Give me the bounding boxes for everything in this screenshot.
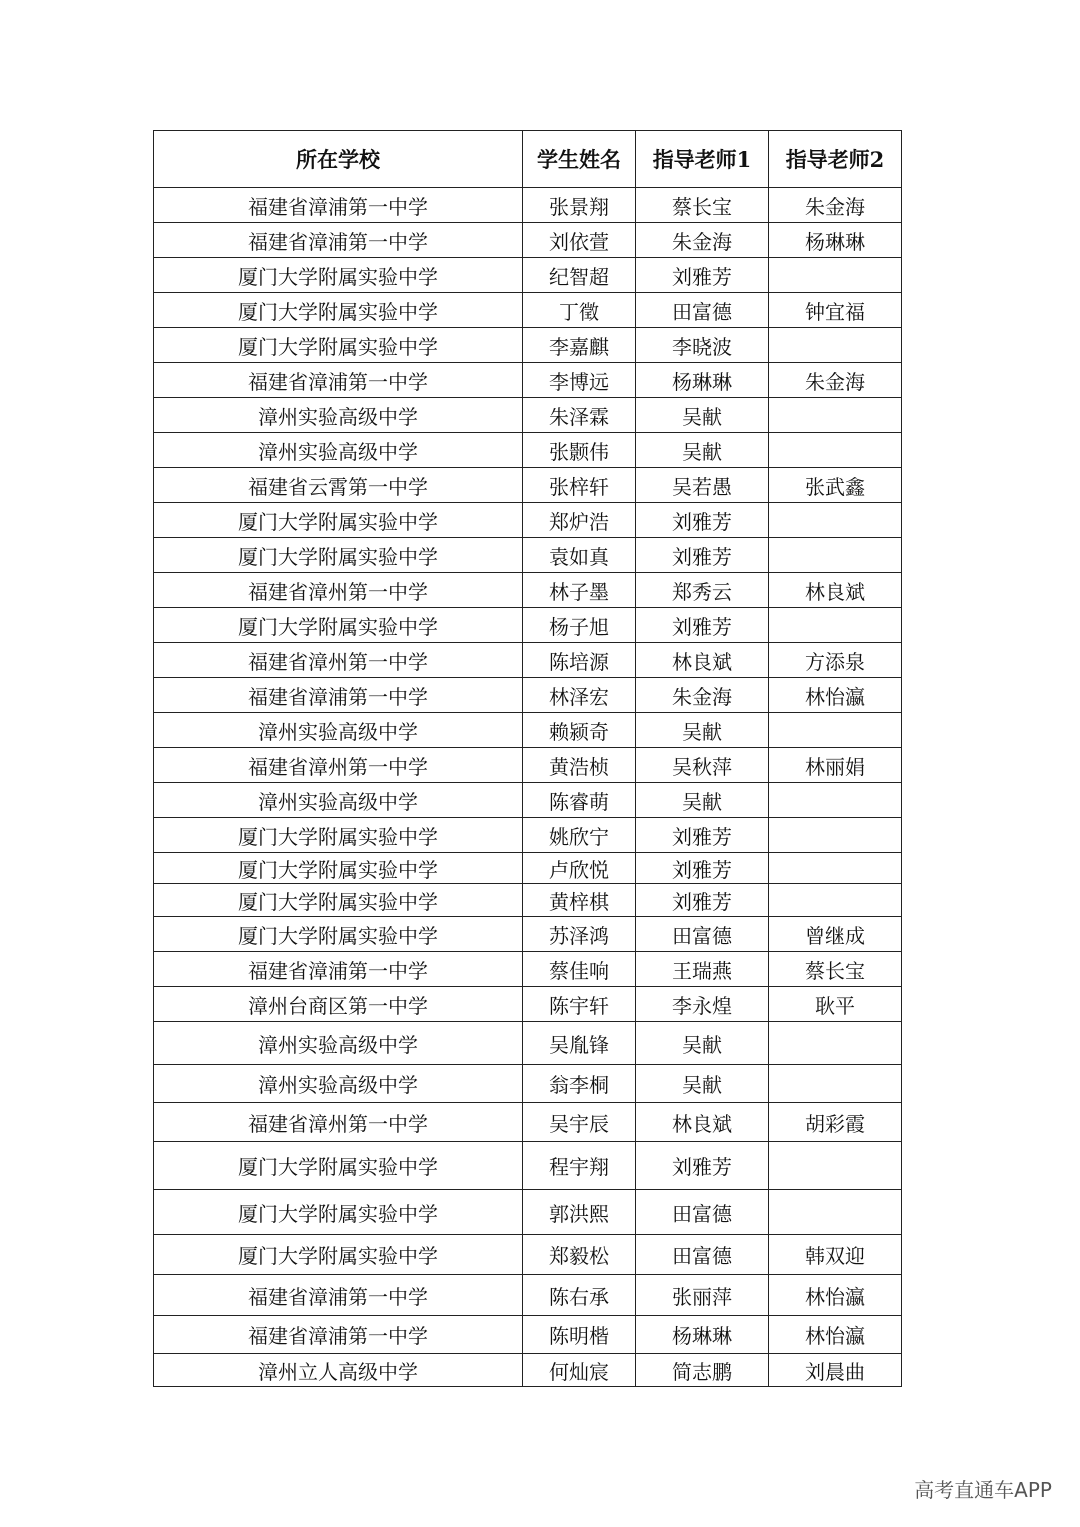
cell-teacher-2 xyxy=(769,818,902,853)
cell-school: 漳州台商区第一中学 xyxy=(154,987,523,1022)
cell-student: 张景翔 xyxy=(523,188,636,223)
table-row xyxy=(154,1275,902,1316)
cell-teacher-2 xyxy=(769,1065,902,1103)
cell-student: 程宇翔 xyxy=(523,1142,636,1190)
cell-student: 黄梓棋 xyxy=(523,884,636,917)
cell-teacher-2: 朱金海 xyxy=(769,188,902,223)
cell-teacher-2: 林良斌 xyxy=(769,573,902,608)
cell-teacher-2 xyxy=(769,258,902,293)
cell-teacher-2 xyxy=(769,608,902,643)
cell-teacher-1: 刘雅芳 xyxy=(636,258,769,293)
cell-teacher-1: 田富德 xyxy=(636,1190,769,1235)
cell-school: 漳州实验高级中学 xyxy=(154,398,523,433)
cell-teacher-1: 刘雅芳 xyxy=(636,1142,769,1190)
cell-student: 吴宇辰 xyxy=(523,1103,636,1142)
table-row xyxy=(154,884,902,917)
cell-teacher-1: 刘雅芳 xyxy=(636,884,769,917)
cell-student: 朱泽霖 xyxy=(523,398,636,433)
table-row xyxy=(154,917,902,952)
cell-teacher-1: 田富德 xyxy=(636,293,769,328)
table-row xyxy=(154,818,902,853)
table-row xyxy=(154,1235,902,1275)
cell-school: 福建省漳浦第一中学 xyxy=(154,678,523,713)
cell-school: 漳州实验高级中学 xyxy=(154,433,523,468)
header-teacher-2: 指导老师2 xyxy=(769,131,902,188)
cell-school: 福建省漳浦第一中学 xyxy=(154,188,523,223)
table-row xyxy=(154,608,902,643)
table-row xyxy=(154,952,902,987)
table-row xyxy=(154,643,902,678)
cell-teacher-2 xyxy=(769,328,902,363)
cell-school: 厦门大学附属实验中学 xyxy=(154,1142,523,1190)
table-row xyxy=(154,223,902,258)
cell-school: 福建省漳浦第一中学 xyxy=(154,363,523,398)
cell-teacher-2 xyxy=(769,1190,902,1235)
cell-school: 福建省漳州第一中学 xyxy=(154,643,523,678)
cell-student: 蔡佳响 xyxy=(523,952,636,987)
cell-student: 李博远 xyxy=(523,363,636,398)
cell-student: 陈明楷 xyxy=(523,1316,636,1354)
table-row xyxy=(154,987,902,1022)
cell-school: 漳州立人高级中学 xyxy=(154,1354,523,1387)
cell-school: 厦门大学附属实验中学 xyxy=(154,818,523,853)
cell-teacher-2: 刘晨曲 xyxy=(769,1354,902,1387)
table-row xyxy=(154,293,902,328)
table-header-row xyxy=(154,131,902,188)
cell-student: 何灿宸 xyxy=(523,1354,636,1387)
cell-teacher-1: 简志鹏 xyxy=(636,1354,769,1387)
cell-school: 福建省云霄第一中学 xyxy=(154,468,523,503)
cell-student: 苏泽鸿 xyxy=(523,917,636,952)
cell-school: 漳州实验高级中学 xyxy=(154,783,523,818)
table-row xyxy=(154,398,902,433)
cell-school: 福建省漳州第一中学 xyxy=(154,1103,523,1142)
cell-student: 林泽宏 xyxy=(523,678,636,713)
cell-student: 卢欣悦 xyxy=(523,853,636,884)
cell-student: 陈睿萌 xyxy=(523,783,636,818)
cell-student: 翁李桐 xyxy=(523,1065,636,1103)
cell-student: 李嘉麒 xyxy=(523,328,636,363)
cell-student: 郑炉浩 xyxy=(523,503,636,538)
cell-student: 杨子旭 xyxy=(523,608,636,643)
cell-school: 厦门大学附属实验中学 xyxy=(154,1235,523,1275)
cell-student: 赖颍奇 xyxy=(523,713,636,748)
cell-teacher-2: 蔡长宝 xyxy=(769,952,902,987)
cell-teacher-1: 张丽萍 xyxy=(636,1275,769,1316)
table-row xyxy=(154,1065,902,1103)
cell-teacher-1: 刘雅芳 xyxy=(636,503,769,538)
cell-teacher-1: 杨琳琳 xyxy=(636,1316,769,1354)
cell-teacher-1: 吴献 xyxy=(636,1065,769,1103)
table-row xyxy=(154,853,902,884)
cell-student: 张颢伟 xyxy=(523,433,636,468)
table-row xyxy=(154,1103,902,1142)
cell-teacher-1: 李永煌 xyxy=(636,987,769,1022)
cell-teacher-2 xyxy=(769,713,902,748)
cell-teacher-2: 林怡瀛 xyxy=(769,1316,902,1354)
cell-student: 黄浩桢 xyxy=(523,748,636,783)
cell-teacher-1: 田富德 xyxy=(636,1235,769,1275)
cell-teacher-1: 田富德 xyxy=(636,917,769,952)
cell-student: 袁如真 xyxy=(523,538,636,573)
cell-teacher-2: 张武鑫 xyxy=(769,468,902,503)
cell-teacher-1: 吴献 xyxy=(636,783,769,818)
cell-teacher-2: 钟宜福 xyxy=(769,293,902,328)
cell-teacher-1: 刘雅芳 xyxy=(636,608,769,643)
cell-school: 厦门大学附属实验中学 xyxy=(154,917,523,952)
cell-teacher-2: 曾继成 xyxy=(769,917,902,952)
table-row xyxy=(154,328,902,363)
cell-teacher-2 xyxy=(769,884,902,917)
cell-teacher-1: 蔡长宝 xyxy=(636,188,769,223)
cell-school: 福建省漳浦第一中学 xyxy=(154,1316,523,1354)
cell-student: 丁徵 xyxy=(523,293,636,328)
cell-teacher-1: 林良斌 xyxy=(636,643,769,678)
table-body xyxy=(154,188,902,1387)
cell-student: 张梓轩 xyxy=(523,468,636,503)
cell-teacher-2 xyxy=(769,398,902,433)
table-row xyxy=(154,363,902,398)
cell-teacher-2 xyxy=(769,1022,902,1065)
table-row xyxy=(154,748,902,783)
cell-teacher-2 xyxy=(769,503,902,538)
cell-teacher-2: 胡彩霞 xyxy=(769,1103,902,1142)
cell-student: 吴胤锋 xyxy=(523,1022,636,1065)
cell-school: 厦门大学附属实验中学 xyxy=(154,328,523,363)
cell-school: 福建省漳浦第一中学 xyxy=(154,223,523,258)
cell-teacher-1: 朱金海 xyxy=(636,678,769,713)
cell-teacher-1: 刘雅芳 xyxy=(636,538,769,573)
cell-teacher-2: 方添泉 xyxy=(769,643,902,678)
cell-student: 陈右承 xyxy=(523,1275,636,1316)
cell-school: 漳州实验高级中学 xyxy=(154,1065,523,1103)
table-row xyxy=(154,1316,902,1354)
header-student: 学生姓名 xyxy=(523,131,636,188)
header-teacher-1: 指导老师1 xyxy=(636,131,769,188)
table-row xyxy=(154,1022,902,1065)
cell-teacher-1: 郑秀云 xyxy=(636,573,769,608)
table-row xyxy=(154,678,902,713)
cell-student: 陈宇轩 xyxy=(523,987,636,1022)
cell-teacher-2 xyxy=(769,538,902,573)
cell-teacher-2: 林丽娟 xyxy=(769,748,902,783)
cell-teacher-2 xyxy=(769,783,902,818)
cell-school: 福建省漳浦第一中学 xyxy=(154,1275,523,1316)
cell-school: 漳州实验高级中学 xyxy=(154,713,523,748)
cell-teacher-1: 吴献 xyxy=(636,433,769,468)
cell-school: 厦门大学附属实验中学 xyxy=(154,608,523,643)
cell-student: 刘依萱 xyxy=(523,223,636,258)
cell-teacher-1: 刘雅芳 xyxy=(636,853,769,884)
cell-teacher-1: 吴献 xyxy=(636,1022,769,1065)
cell-teacher-1: 吴献 xyxy=(636,713,769,748)
table-row xyxy=(154,1190,902,1235)
cell-student: 姚欣宁 xyxy=(523,818,636,853)
cell-school: 福建省漳州第一中学 xyxy=(154,748,523,783)
cell-teacher-2: 林怡瀛 xyxy=(769,1275,902,1316)
cell-school: 厦门大学附属实验中学 xyxy=(154,853,523,884)
cell-teacher-1: 王瑞燕 xyxy=(636,952,769,987)
cell-school: 福建省漳浦第一中学 xyxy=(154,952,523,987)
table-row xyxy=(154,538,902,573)
cell-school: 厦门大学附属实验中学 xyxy=(154,884,523,917)
cell-teacher-2: 朱金海 xyxy=(769,363,902,398)
table-row xyxy=(154,258,902,293)
cell-teacher-1: 吴若愚 xyxy=(636,468,769,503)
table-row xyxy=(154,783,902,818)
cell-school: 厦门大学附属实验中学 xyxy=(154,538,523,573)
table-row xyxy=(154,468,902,503)
cell-teacher-2 xyxy=(769,853,902,884)
cell-teacher-2: 杨琳琳 xyxy=(769,223,902,258)
table-row xyxy=(154,713,902,748)
cell-teacher-1: 吴献 xyxy=(636,398,769,433)
table-row xyxy=(154,1354,902,1387)
cell-teacher-1: 刘雅芳 xyxy=(636,818,769,853)
watermark: 高考直通车APP xyxy=(914,1478,1052,1502)
cell-teacher-2 xyxy=(769,1142,902,1190)
table-row xyxy=(154,188,902,223)
table-row xyxy=(154,573,902,608)
award-table xyxy=(153,130,902,1387)
header-school: 所在学校 xyxy=(154,131,523,188)
cell-school: 漳州实验高级中学 xyxy=(154,1022,523,1065)
cell-teacher-1: 李晓波 xyxy=(636,328,769,363)
cell-teacher-1: 杨琳琳 xyxy=(636,363,769,398)
cell-teacher-2: 耿平 xyxy=(769,987,902,1022)
cell-student: 郑毅松 xyxy=(523,1235,636,1275)
table-row xyxy=(154,503,902,538)
table-row xyxy=(154,433,902,468)
cell-teacher-2 xyxy=(769,433,902,468)
cell-teacher-2: 林怡瀛 xyxy=(769,678,902,713)
cell-teacher-1: 林良斌 xyxy=(636,1103,769,1142)
cell-student: 陈培源 xyxy=(523,643,636,678)
cell-teacher-2: 韩双迎 xyxy=(769,1235,902,1275)
cell-school: 厦门大学附属实验中学 xyxy=(154,503,523,538)
cell-teacher-1: 吴秋萍 xyxy=(636,748,769,783)
cell-school: 福建省漳州第一中学 xyxy=(154,573,523,608)
cell-teacher-1: 朱金海 xyxy=(636,223,769,258)
cell-student: 郭洪熙 xyxy=(523,1190,636,1235)
cell-school: 厦门大学附属实验中学 xyxy=(154,1190,523,1235)
cell-student: 纪智超 xyxy=(523,258,636,293)
cell-student: 林子墨 xyxy=(523,573,636,608)
table-row xyxy=(154,1142,902,1190)
cell-school: 厦门大学附属实验中学 xyxy=(154,258,523,293)
cell-school: 厦门大学附属实验中学 xyxy=(154,293,523,328)
